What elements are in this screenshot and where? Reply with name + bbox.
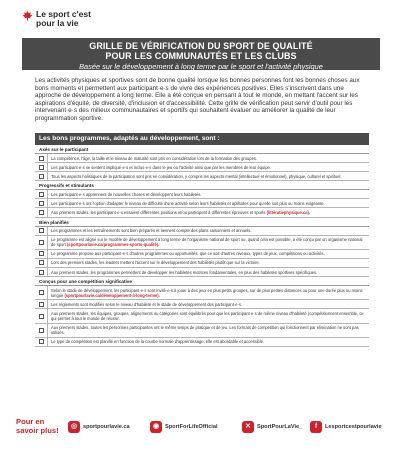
checklist-item-label: La compétence, l'âge, la taille et le niveau de maturité sont pris en considération lors de la formation des groupes.: [51, 155, 258, 161]
checklist-item-label: Tous les aspects holistiques de la participation sont pris en considération, y compris les aspects mental (intellectuel et émotionnel), physique, culturel et spirituel.: [51, 173, 342, 179]
checklist-item-label: Le programme est aligné sur le modèle de développement à long terme de l'organisme national de sport ou, quand cela est possible, a été conçu par un organisme national de sport: [51, 237, 363, 248]
checkbox-cell: [35, 227, 48, 235]
checkbox[interactable]: [39, 228, 44, 233]
globe-icon: ◎: [68, 421, 80, 433]
checklist-row: [35, 172, 369, 181]
instagram-icon: ◉: [150, 421, 162, 433]
checklist-item-text: [48, 163, 369, 171]
maple-leaf-icon: [22, 10, 33, 21]
checklist-row: [35, 190, 369, 199]
checkbox-cell: [35, 286, 48, 299]
checkbox-cell: [35, 309, 48, 322]
checklist-item-text: [48, 190, 369, 198]
footer-link-label: sportpourlavie.ca: [83, 424, 130, 430]
checklist-item-label: Les programmes et les entraînements sont bien préparés et tiennent compte des plans saisonniers et annuels.: [51, 228, 252, 234]
checklist-item-text: [48, 309, 369, 322]
checklist-item-text: [48, 300, 369, 308]
checklist-item-text: [48, 286, 369, 299]
intro-paragraph: Les activités physiques et sportives sont de bonne qualité lorsque les bonnes personnes font les bonnes choses aux bons moments et permettent aux participant·e·s de vivre des expériences positives. Elles s'inscrivent dans une approche de développement à long terme. Elle a été conçue en pensant à tout le monde, en mettant l'accent sur les aspirations d'équité, de diversité, d'inclusion et d'accessibilité. Cette grille de vérification peut servir d'outil pour les intervenant·e·s des milieux communautaires et sportifs qui souhaitent évaluer ou améliorer la qualité de leur programmation sportive.: [35, 77, 360, 122]
checklist-item-label: Le programme propose aux participant·e·s d'autres programmes ou opportunités, que ce soit d'autres niveaux, types de jeux, compétitions ou activités.: [51, 251, 325, 257]
checklist-item-label: Les participant·e·s se sentent impliqué·e·s et inclus·e·s dans le jeu ou l'activité ainsi que par les membres de leur équipe.: [51, 164, 271, 170]
checklist-item-label: Aux premiers stades, les équipes, groupes, alignements ou catégories sont équilibrés pour que les participant·e·s de même niveau d'habileté (compétitionnent ensemble, ce qui permet à tout le monde de réussir.: [51, 310, 364, 321]
checkbox[interactable]: [39, 302, 44, 307]
logo-line-2: pour la vie: [36, 17, 79, 28]
checklist-item-label: Aux premiers stades, les participant·e·s essaient différentes positions et/ou participent à différentes épreuves et sports: [51, 209, 266, 215]
checklist-item-label: Aux premiers stades, les programmes permettent de développer les habiletés motrices fondamentales, en plus des habiletés sportives spécifiques.: [51, 269, 318, 275]
checkbox-cell: [35, 208, 48, 216]
checkbox-cell: [35, 338, 48, 346]
checklist-item-label: Les participant·e·s apprennent de nouvelles choses et développent leurs habiletés.: [51, 191, 202, 197]
logo-line-1: Le sport c'est: [36, 9, 91, 19]
checklist-row: [35, 154, 369, 163]
checklist-table: [35, 133, 369, 347]
page-title-line-2: POUR LES COMMUNAUTÉS ET LES CLUBS: [105, 51, 297, 61]
checklist-item-label: Les règlements sont modifiés selon le niveau d'habileté et le stade de développement des participant·e·s.: [51, 301, 243, 307]
checkbox-cell: [35, 300, 48, 308]
logo-text: [36, 10, 91, 27]
reference-link[interactable]: (sportpourlavie.ca/développement-à-long-terme).: [64, 292, 160, 298]
checklist-row: [35, 309, 369, 323]
checkbox-cell: [35, 250, 48, 258]
checkbox[interactable]: [39, 210, 44, 215]
checklist-item-label: Lors des premiers stades, les leaders mettent l'accent sur le développement des habiletés plutôt que sur la victoire.: [51, 260, 260, 266]
checkbox[interactable]: [39, 260, 44, 265]
learn-more-line-1: Pour en: [16, 417, 45, 426]
checkbox[interactable]: [39, 251, 44, 256]
checklist-item-text: [48, 236, 369, 249]
checklist-item-text: [48, 259, 369, 267]
checklist-item-label: Aux premiers stades, toutes les personnes participantes ont le même temps de pratique et de jeu. Les formats de compétition qui fonctionnent par élimination ne sont pas utilisés.: [51, 325, 359, 336]
page-subtitle: Basée sur le développement à long terme par le sport et l'activité physique: [79, 62, 323, 71]
section-heading: Bien planifiés: [35, 218, 369, 227]
checklist-item-label: Selon le stade de développement, les participant·e·s sont invité·e·s à jouer à des jeux en plus petits groupes, sur de plus petites distances ou pour une durée plus ou moins longue: [51, 287, 363, 298]
checklist-item-text: [48, 172, 369, 180]
checkbox-cell: [35, 190, 48, 198]
checkbox[interactable]: [39, 339, 44, 344]
checkbox-cell: [35, 199, 48, 207]
checkbox[interactable]: [39, 328, 44, 333]
facebook-icon: f: [310, 421, 322, 433]
checkbox[interactable]: [39, 192, 44, 197]
learn-more-line-2: savoir plus!: [16, 425, 59, 435]
checklist-row: [35, 163, 369, 172]
footer-link-instagram[interactable]: [150, 421, 218, 433]
checkbox-cell: [35, 268, 48, 276]
checklist-item-text: [48, 338, 369, 346]
title-banner: [22, 38, 380, 70]
x-icon: ✕: [242, 421, 254, 433]
footer-link-label: Lesportcestpourlavie: [325, 424, 382, 430]
checklist-row: [35, 259, 369, 268]
footer-link-facebook[interactable]: [310, 421, 382, 433]
checklist-row: [35, 208, 369, 217]
learn-more-label: [16, 418, 59, 435]
footer: [0, 412, 402, 450]
checkbox[interactable]: [39, 174, 44, 179]
checklist-row: [35, 268, 369, 277]
checkbox[interactable]: [39, 240, 44, 245]
reference-link[interactable]: (sportpourlavie.ca/programmes-sports-qualité).: [66, 242, 160, 248]
checkbox-cell: [35, 324, 48, 337]
checkbox-cell: [35, 236, 48, 249]
section-heading: Conçus pour une compétition significative: [35, 277, 369, 286]
checkbox[interactable]: [39, 201, 44, 206]
checklist-row: [35, 236, 369, 250]
checklist-header: Les bons programmes, adaptés au développement, sont :: [35, 133, 369, 145]
footer-link-x[interactable]: [242, 421, 302, 433]
reference-link[interactable]: (littératiephysique.ca).: [266, 209, 311, 215]
checklist-body: [35, 145, 369, 347]
checkbox-cell: [35, 172, 48, 180]
checkbox-cell: [35, 259, 48, 267]
checkbox-cell: [35, 163, 48, 171]
footer-link-website[interactable]: [68, 421, 130, 433]
checkbox[interactable]: [39, 290, 44, 295]
checklist-item-text: [48, 199, 369, 207]
checklist-row: [35, 199, 369, 208]
section-heading: Progressifs et stimulants: [35, 181, 369, 190]
checklist-item-text: [48, 208, 369, 216]
checkbox[interactable]: [39, 270, 44, 275]
checklist-item-text: [48, 250, 369, 258]
checklist-row: [35, 227, 369, 236]
section-heading: Axés sur le participant: [35, 145, 369, 154]
brand-logo: [22, 10, 91, 27]
checklist-row: [35, 300, 369, 309]
footer-link-label: SportPourLaVie_: [257, 424, 303, 430]
footer-link-label: SportForLifeOfficial: [165, 424, 218, 430]
checklist-item-label: Le type de compétition est planifié en fonction de la courbe normale d'apprentissage, elle est abordable et accessible.: [51, 339, 265, 345]
checklist-item-label: Les participant·e·s ont l'option d'adapter le niveau de difficulté d'une activité selon leurs habiletés et aptitudes pour qu'elle soit plus ou moins exigeante.: [51, 200, 325, 206]
checkbox[interactable]: [39, 165, 44, 170]
checklist-row: [35, 338, 369, 347]
checklist-row: [35, 286, 369, 300]
page-title-line-1: GRILLE DE VÉRIFICATION DU SPORT DE QUALITÉ: [89, 41, 313, 51]
checklist-row: [35, 250, 369, 259]
checkbox[interactable]: [39, 156, 44, 161]
checklist-row: [35, 324, 369, 338]
checklist-item-text: [48, 227, 369, 235]
checkbox[interactable]: [39, 314, 44, 319]
checklist-item-text: [48, 324, 369, 337]
checkbox-cell: [35, 154, 48, 162]
checklist-item-text: [48, 268, 369, 276]
checklist-item-text: [48, 154, 369, 162]
